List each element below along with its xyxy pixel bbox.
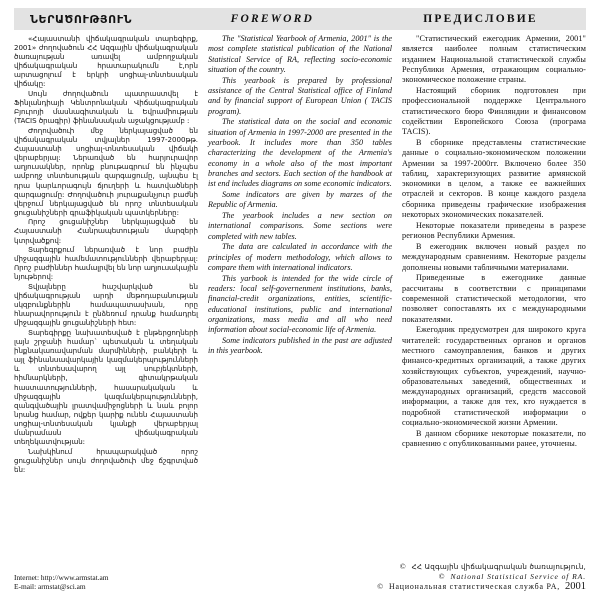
copyright-line-english bbox=[377, 572, 586, 582]
paragraph: В сборнике представлены статистические данные о социально-экономическом положении Армении за 1997-2000гг. Включено более 350 таблиц, характеризующих развитие армянской экономики в целом, а также ее важнейших отраслей и секторов. В конце каждого раздела сборника приведены графические изображения некоторых экономических показателей. bbox=[402, 137, 586, 220]
paragraph: The statistical data on the social and economic situation of Armenia in 1997-2000 are presented in the yearbook. It includes more than 350 tables characterizing the development of the Armenia's economy in a whole also of the most important branches and sectors. Each section of the handbook at ist end includes diagrams on some economic indicators. bbox=[208, 117, 392, 189]
paragraph: «Հայաստանի վիճակագրական տարեգիրք, 2001» ժողովածուն ՀՀ Ազգային վիճակագրական ծառայության առավել ամբողջական վիճակագրական հրատարակումն է,որն արտացոլում է երկրի սոցիալ-տնտեսական վիճակը: bbox=[14, 34, 198, 89]
section-header-band bbox=[14, 8, 586, 30]
paragraph: В ежегодник включен новый раздел по международным сравнениям. Некоторые разделы дополнены новыми табличными материалами. bbox=[402, 241, 586, 272]
copyright-line-armenian bbox=[377, 562, 586, 572]
paragraph: The yearbook includes a new section on international comparisons. Some sections were completed with new tables. bbox=[208, 211, 392, 241]
copyright-text-english: National Statistical Service of RA. bbox=[450, 572, 586, 581]
paragraph: The data are calculated in accordance with the principles of modern methodology, which allows to compare them with international indicators. bbox=[208, 242, 392, 273]
column-armenian bbox=[14, 34, 198, 475]
copyright-year: 2001 bbox=[565, 581, 586, 592]
copyright-icon: © bbox=[399, 562, 406, 571]
column-russian bbox=[402, 34, 586, 450]
website-link[interactable]: Internet: http://www.armstat.am bbox=[14, 572, 109, 582]
page-footer bbox=[14, 562, 586, 592]
copyright-icon: © bbox=[377, 582, 383, 591]
paragraph: "Статистический ежегодник Армении, 2001" является наиболее полным статистическим изданием Национальной статистической службы Республики Армения, отражающим социально-экономическое положение страны. bbox=[402, 34, 586, 85]
copyright-icon: © bbox=[438, 572, 445, 581]
column-english bbox=[208, 34, 392, 357]
paragraph: Ежегодник предусмотрен для широкого круга читателей: государственных органов и органов местного самоуправления, банков и других финансо-кредитных организаций, а также других хозяйствующих субъектов, учреждений, научно-образовательных заведений, общественных и международных организаций, средств массовой информации, а также для тех, кто нуждается в подробной статистической информации о социально-экономической жизни Армении. bbox=[402, 325, 586, 427]
text-columns bbox=[14, 34, 586, 475]
paragraph: Տվյալները հաշվարկված են վիճակագրության արդի մեթոդաբանության սկզբունքներին համապատասխան, որը հնարավորություն է ընձեռում դրանք համադրել միջազգային ցուցանիշների հետ: bbox=[14, 282, 198, 328]
heading-armenian: ՆԵՐԱԾՈՒԹՅՈՒՆ bbox=[30, 12, 133, 26]
heading-english: FOREWORD bbox=[230, 13, 315, 25]
email-link[interactable]: E-mail: armstat@sci.am bbox=[14, 582, 86, 592]
paragraph: Նախկինում հրապարակված որոշ ցուցանիշներ սույն ժողովածուի մեջ ճշգրտված են: bbox=[14, 446, 198, 474]
paragraph: Некоторые показатели приведены в разрезе регионов Республики Армения. bbox=[402, 220, 586, 241]
copyright-text-armenian: ՀՀ Ազգային վիճակագրական ծառայություն, bbox=[411, 562, 586, 571]
copyright-line-russian bbox=[377, 582, 586, 592]
paragraph: В данном сборнике некоторые показатели, по сравнению с опубликованными ранее, уточнены. bbox=[402, 428, 586, 449]
paragraph: This yarbook is intended for the wide circle of readers: local self-governenment institutions, banks, financial-credit organizations, entities, scientific-educational institutions, public and international organizations, mass media and all who need information about social-economic life of Armenia. bbox=[208, 273, 392, 335]
paragraph: The "Statistical Yearbook of Armenia, 2001" is the most complete statistical publication of the National Statistical Service of RA, reflecting socio-economic situation of the country. bbox=[208, 34, 392, 74]
paragraph: Настоящий сборник подготовлен при профессиональной поддержке Центрального статистического бюро Финляндии и финансовом содействии Европейского Союза (програма TACIS). bbox=[402, 85, 586, 137]
paragraph: Ժողովածուի մեջ ներկայացված են վիճակագրական տվյալներ 1997-2000թթ. Հայաստանի սոցիալ-տնտեսական վիճակի վերաբերյալ: Ներառված են հարյուրավոր աղյուսակներ, որոնք բնութագրում են ինչպես ամբողջ տնտեսության զարգացումը, այնպես էլ դրա կարևորագույն ճյուղերի և հատվածների զարգացումը: Ժողովածուի յուրաքանչյուր բաժնի վերջում ներկայացված են որոշ տնտեսական ցուցանիշների գրաֆիկական պատկերները: bbox=[14, 125, 198, 217]
copyright-block bbox=[377, 562, 586, 592]
copyright-text-russian: Национальная статистическая служба РА, bbox=[389, 582, 560, 591]
paragraph: Որոշ ցուցանիշներ ներկայացված են Հայաստանի Հանրապետության մարզերի կտրվածքով: bbox=[14, 217, 198, 245]
paragraph: This yearbook is prepared by professional assistance of the Central Statistical office of Finland and by financial support of European Union ( TACIS program). bbox=[208, 75, 392, 116]
paragraph: Приведенные в ежегоднике данные рассчитаны в соответствии с принципами современной статистической методологии, что позволяет сопоставлять их с международными показателями. bbox=[402, 273, 586, 324]
paragraph: Some indicators published in the past are adjusted in this yearbook. bbox=[208, 336, 392, 356]
paragraph: Տարեգիրքը նախատեսված է ընթերցողների լայն շրջանի համար` պետական և տեղական ինքնակառավարման մարմինների, բանկերի և այլ ֆինանսավարկային կազմակերպությունների և տնտեսավարող այլ սուբյեկտների, հիմնարկների, գիտակրթական հաստատությունների, հասարակական և միջազգային կազմակերպությունների, զանգվածային լրատվամիջոցների և նաև բոլոր նրանց համար, ովքեր կարիք ունեն Հայաստանի սոցիալ-տնտեսական կյանքի վերաբերյալ մանրամասն վիճակագրական տեղեկատվության: bbox=[14, 328, 198, 447]
paragraph: Some indicators are given by marzes of the Republic of Armenia. bbox=[208, 189, 392, 210]
paragraph: Տարեգրքում ներառված է նոր բաժին միջազգային համեմատությունների վերաբերյալ: Որոշ բաժիններ համալրվել են նոր աղյուսակային նյութերով: bbox=[14, 245, 198, 282]
paragraph: Սույն ժողովածուն պատրաստվել է Ֆինլանդիայի Կենտրոնական Վիճակագրական Բյուրոյի մասնագիտական և Եվրամիության (TACIS ծրագիր) ֆինանսական աջակցությամբ : bbox=[14, 89, 198, 126]
contact-info bbox=[14, 573, 109, 592]
heading-russian: ПРЕДИСЛОВИЕ bbox=[423, 13, 538, 25]
